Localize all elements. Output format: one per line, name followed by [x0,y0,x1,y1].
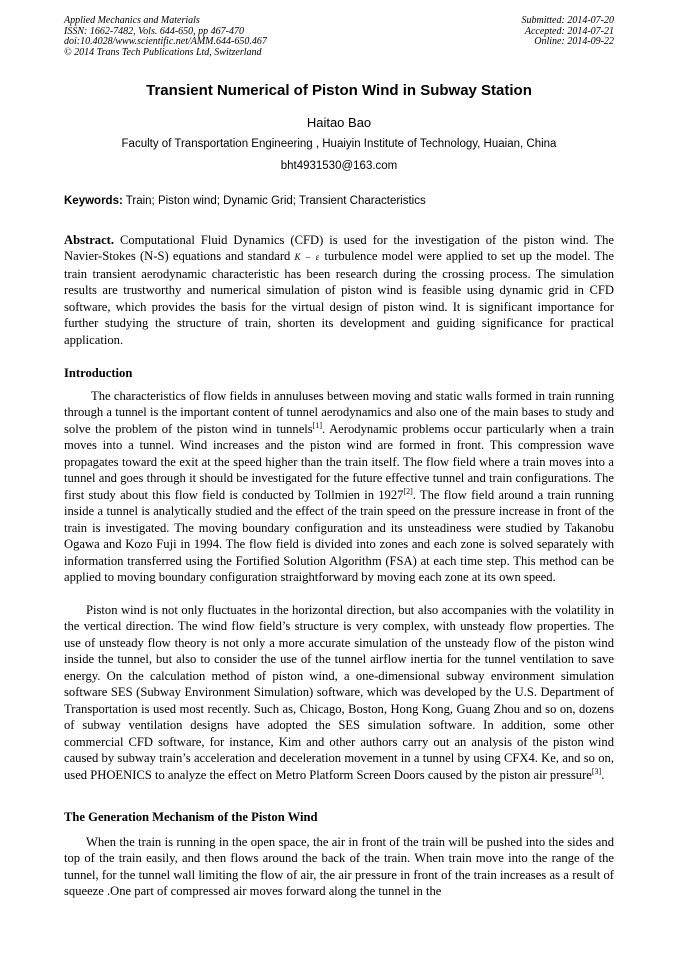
keywords [64,195,614,207]
author-name: Haitao Bao [306,115,372,130]
accepted-date: Accepted: 2014-07-21 [524,25,614,37]
introduction-paragraph-1 [64,388,614,585]
citation-1: [1] [312,420,323,430]
introduction-paragraph-2 [64,602,614,783]
intro-p2-text-2: . [601,767,605,782]
keywords-label: Keywords: [64,195,123,207]
intro-p1-text-3: . The flow field around a train running inside a tunnel is analytically studied and the effect of the train speed on the pressure increase in front of the train is investigated. The moving boundary configuration and its unsteadiness were studied by Takanobu Ogawa and Kozo Fuji in 1994. The flow field is divided into zones and each zone is solved separately with information transferred using the Fortified Solution Algorithm (FSA) at each time step. This method can be applied to moving boundary configuration straightforward by moving each zone at its own speed. [64,487,614,584]
copyright-line: © 2014 Trans Tech Publications Ltd, Switzerland [64,46,262,58]
author-affiliation: Faculty of Transportation Engineering , Huaiyin Institute of Technology, Huaian, China [121,138,557,150]
abstract-text-1: Computational Fluid Dynamics (CFD) is used for the investigation of the piston wind. The Navier-Stokes (N-S) equations and standard [64,233,614,264]
doi-line: doi:10.4028/www.scientific.net/AMM.644-650.467 [64,36,267,48]
generation-paragraph-1: When the train is running in the open space, the air in front of the train will be pushed into the sides and top of the train easily, and then flows around the back of the train. When train move into the range of the tunnel, for the tunnel wall limiting the flow of air, the air pressure in front of the train increases as a result of squeeze .One part of compressed air moves forward along the tunnel in the [64,835,614,899]
abstract [64,232,614,348]
abstract-label: Abstract. [64,233,115,247]
author-email: bht4931530@163.com [280,160,398,172]
citation-2: [2] [403,486,413,496]
intro-p1-text-2: . Aerodynamic problems occur particularly when a train moves into a tunnel. Wind increases and the piston wind are formed in front. This compression wave propagates toward the exit at the speed higher than the train itself. The flow field where a train moves into a tunnel and goes through it should be investigated for the future effective tunnel and train configurations. The first study about this flow field is conducted by Tollmien in 1927 [64,421,615,502]
generation-mechanism-heading: The Generation Mechanism of the Piston Wind [64,810,318,824]
intro-p1-text-1: The characteristics of flow fields in annuluses between moving and static walls formed in train running through a tunnel is the important content of tunnel aerodynamics and also one of the main bases to study and solve the problem of the piston wind in tunnels [64,389,614,436]
issn-line: ISSN: 1662-7482, Vols. 644-650, pp 467-470 [64,25,244,37]
submitted-date: Submitted: 2014-07-20 [521,15,614,26]
citation-3: [3] [591,766,602,776]
paper-title: Transient Numerical of Piston Wind in Subway Station [146,82,532,99]
keywords-text: Train; Piston wind; Dynamic Grid; Transient Characteristics [122,195,426,207]
journal-name: Applied Mechanics and Materials [64,15,200,26]
journal-info [64,16,267,58]
k-epsilon-symbol: K – ε [294,252,321,263]
introduction-heading: Introduction [64,366,133,380]
publication-dates [522,16,615,48]
online-date: Online: 2014-09-22 [534,36,614,48]
abstract-text-2: turbulence model were applied to set up the model. The train transient aerodynamic characteristic has been research during the crossing process. The simulation results are trustworthy and numerical simulation of piston wind is feasible using dynamic grid in CFD software, which provides the basis for the virtual design of piston wind. It is significant importance for further studying the structure of train, shorten its development and guiding significance for practical application. [64,249,614,347]
intro-p2-text-1: Piston wind is not only fluctuates in the horizontal direction, but also accompanies with the volatility in the vertical direction. The wind flow field’s structure is very complex, with unsteady flow properties. The use of unsteady flow theory is not only a more accurate simulation of the unsteady flow of the piston wind inside the tunnel, but also to consider the use of the tunnel airflow inertia for the tunnel ventilation to save energy. On the calculation method of piston wind, a one-dimensional subway environment simulation software SES (Subway Environment Simulation) software, which was developed by the U.S. Department of Transportation is used most recently. Such as, Chicago, Boston, Hong Kong, Guang Zhou and so on, dozens of subway ventilation designs have adopted the SES simulation software. In addition, some other commercial CFD software, for instance, Kim and other authors carry out an analysis of the piston wind caused by subway train’s acceleration and deceleration movement in a tunnel by using CFX4. Ke, and so on, used PHOENICS to analyze the effect on Metro Platform Screen Doors caused by the piston air pressure [64,603,614,782]
